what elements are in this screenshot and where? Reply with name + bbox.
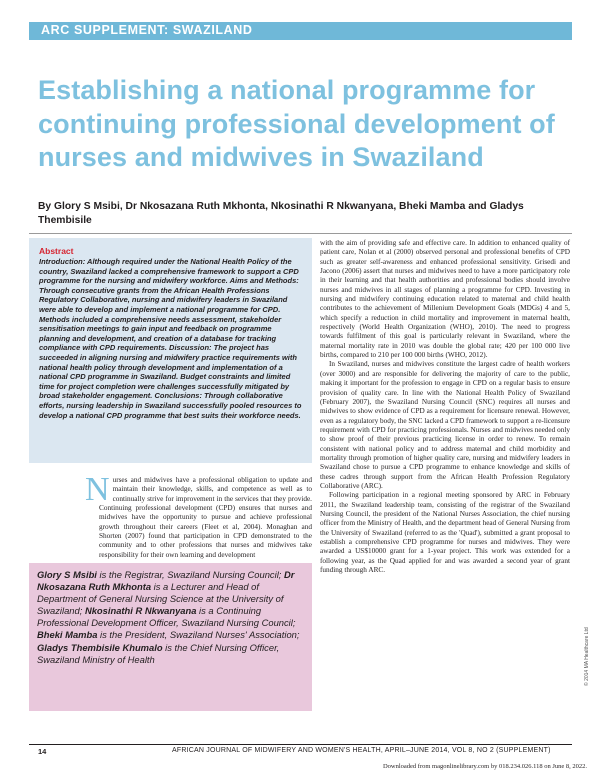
bio-role: is the President, Swaziland Nurses' Association; — [97, 629, 300, 641]
intro-text: urses and midwives have a professional obligation to update and maintain their knowledge, skills, and competence as well as to continually strive for improvement in the services that they provide. Continuing professional development (CPD) ensures that nurses and midwives have the opportunity to pursue and achieve professional growth throughout their careers (Fleet et al, 2004). Monaghan and Shorten (2007) found that participation in CPD demonstrated to the community and to other professions that nurses and midwives take responsibility for their own learning and development — [99, 476, 312, 559]
section-banner-label: ARC SUPPLEMENT: SWAZILAND — [41, 23, 253, 37]
bio-role: is a Lecturer and Head of Department of General Nursing Science at the University of Swaziland; — [37, 581, 284, 617]
article-title: Establishing a national programme for continuing professional development of nurses and midwives in Swaziland — [38, 75, 555, 172]
bio-name: Nkosinathi R Nkwanyana — [84, 605, 197, 617]
bio-role: is the Chief Nursing Officer, Swaziland Ministry of Health — [37, 641, 280, 665]
body-paragraph: with the aim of providing safe and effective care. In addition to enhanced quality of patient care, Nolan et al (2000) observed personal and professional benefits of CPD such as greater self-awareness and enhanced professional sensitivity. Grisedi and Jacono (2006) assert that nurses and midwives need to have a more participatory role in their learning and that health authorities and professional bodies should involve nurses and midwives in all stages of planning a programme for CPD. Investing in nursing and midwifery continuing education related to maternal and child health contributes to the achievement of Millenium Development Goals (MDGs) 4 and 5, which specify a reduction in child mortality and improvement in maternal health, respectively (World Health Organization (WHO), 2010). The need to progress towards fulfilment of this goal is particularly relevant in Swaziland, where the maternal mortality rate in 2010 was double the global rate; 420 per 100 000 live births, compared to 210 per 100 000 births (WHO, 2012). — [320, 239, 570, 360]
body-column-left — [85, 471, 312, 560]
copyright-notice: © 2014 MA Healthcare Ltd — [584, 627, 590, 686]
body-paragraph: In Swaziland, nurses and midwives constitute the largest cadre of health workers (over 3000) and are responsible for delivering the majority of care to the public, making it important for the profession to engage in CPD on a regular basis to ensure provision of quality care. In line with the National Health Policy of Swaziland (February 2007), the Swaziland Nursing Council (SNC) requires all nurses and midwives to show evidence of CPD as a requirement for licensure renewal. However, even as a regulatory body, the SNC lacked a CPD framework to support a re-licensure requirement with CPD for practicing professionals. Nurses and midwives needed only to show proof of their previous practicing license in order to renew. To remain consistent with national policy and to address maternal and child morbidity and mortality through promotion of higher quality care, nursing and midwifery leaders in Swaziland chose to pursue a CPD programme to enhance knowledge and skills of these cadres through support from the African Health Profession Regulatory Collaborative (ARC). — [320, 360, 570, 490]
abstract-box — [29, 238, 312, 463]
intro-paragraph — [85, 471, 312, 560]
body-column-right — [320, 239, 570, 575]
bio-name: Bheki Mamba — [37, 629, 98, 641]
drop-cap: N — [85, 471, 110, 508]
bio-role: is the Registrar, Swaziland Nursing Council; — [96, 569, 284, 580]
bio-role: is a Continuing Professional Development Officer, Swaziland Nursing Council; — [37, 605, 296, 629]
section-banner — [29, 22, 572, 40]
body-paragraph: Following participation in a regional meeting sponsored by ARC in February 2011, the Swaziland leadership team, consisting of the registrar of the Swaziland Nursing Council, the president of the National Nurses Association, the chief nursing officer from the Ministry of Health, and the department head of General Nursing from the University of Swaziland (referred to as the 'Quad'), submitted a grant proposal to establish a comprehensive CPD programme for nurses and midwives. They were awarded a US$10000 grant for a 1-year project. This work was extended for a following year, as the Quad applied for and was awarded a second year of grant funding through ARC. — [320, 491, 570, 575]
author-bio-box — [29, 563, 312, 711]
bio-name: Glory S Msibi — [37, 569, 97, 580]
journal-citation: AFRICAN JOURNAL OF MIDWIFERY AND WOMEN'S HEALTH, APRIL–JUNE 2014, VOL 8, NO 2 (SUPPLEMENT) — [172, 747, 551, 754]
abstract-heading: Abstract — [39, 246, 74, 256]
bio-name: Dr Nkosazana Ruth Mkhonta — [37, 569, 295, 593]
download-notice: Downloaded from magonlinelibrary.com by 018.234.026.118 on June 8, 2022. — [382, 763, 587, 770]
article-authors: By Glory S Msibi, Dr Nkosazana Ruth Mkhonta, Nkosinathi R Nkwanyana, Bheki Mamba and Gladys Thembisile — [38, 201, 524, 226]
header-divider — [29, 233, 572, 234]
bio-name: Gladys Thembisile Khumalo — [37, 641, 163, 653]
abstract-body: Introduction: Although required under the National Health Policy of the country, Swaziland lacked a comprehensive framework to support a CPD programme for the nursing and midwifery workforce. Aims and Methods: Through consecutive grants from the African Health Professions Regulatory Collaborative, nursing and midwifery leaders in Swaziland were able to develop and implement a national programme for CPD. Methods included a comprehensive needs assessment, stakeholder sensitisation meetings to gain input and feedback on programme planning and development, and creation of a database for tracking compliance with CPD requirements. Discussion: The project has succeeded in aligning nursing and midwifery practice requirements with national health policy through development and implementation of a national CPD programme in Swaziland. Budget constraints and limited time for project completion were challenges successfully mitigated by broad stakeholder engagement. Conclusions: Through collaborative efforts, nursing leadership in Swaziland successfully pooled resources to develop a national CPD programme that best suits their workforce needs. — [39, 257, 302, 420]
footer-divider — [29, 744, 572, 745]
page-number: 14 — [38, 747, 47, 756]
